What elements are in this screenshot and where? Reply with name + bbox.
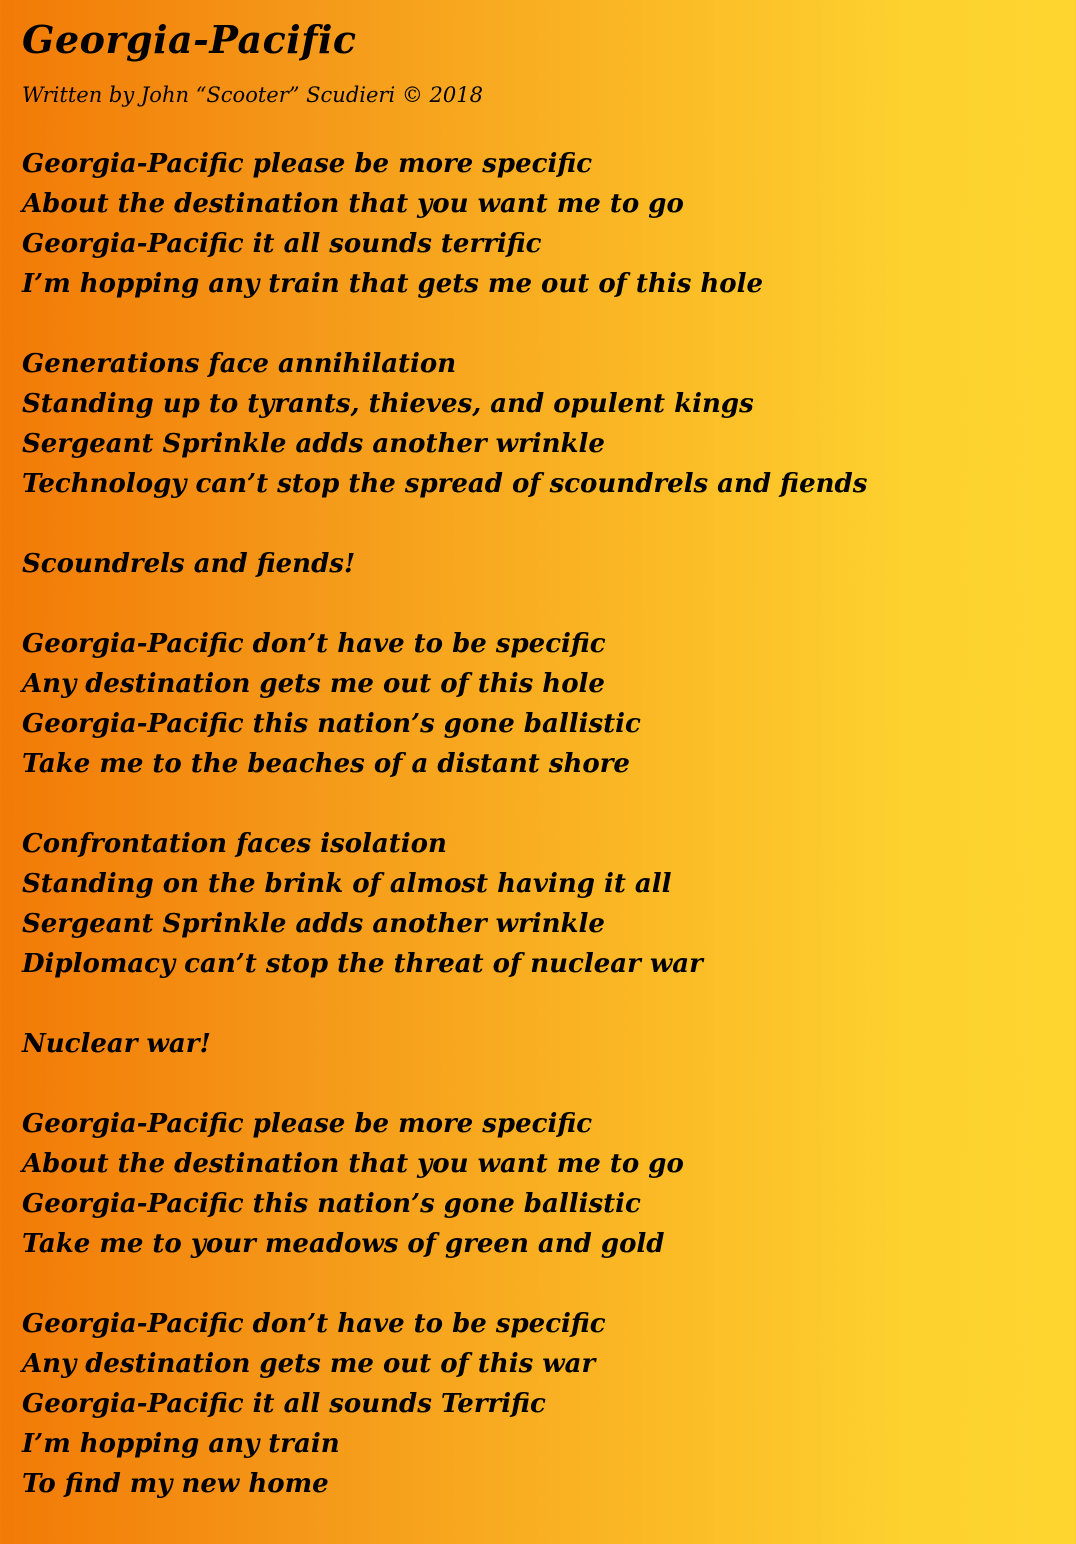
stanza-7 [22,1104,1056,1264]
stanza-6 [22,1024,1056,1064]
lyric-line: Georgia-Pacific it all sounds Terrific [22,1389,546,1419]
lyric-line: Generations face annihilation [22,349,457,379]
lyric-line: Confrontation faces isolation [22,829,447,859]
lyric-line: I’m hopping any train [22,1429,340,1459]
lyric-line: Any destination gets me out of this war [22,1349,596,1379]
lyric-line: Georgia-Pacific please be more specific [22,149,593,179]
lyric-line: About the destination that you want me to go [22,189,684,219]
lyric-line: Standing on the brink of almost having it all [22,869,672,899]
lyric-line: Sergeant Sprinkle adds another wrinkle [22,909,605,939]
lyric-line: Nuclear war! [22,1029,211,1059]
lyric-line: Georgia-Pacific please be more specific [22,1109,593,1139]
stanza-5 [22,824,1056,984]
stanza-4 [22,624,1056,784]
lyric-line: Georgia-Pacific this nation’s gone ballistic [22,709,641,739]
stanza-3 [22,544,1056,584]
stanza-8 [22,1304,1056,1504]
lyric-line: I’m hopping any train that gets me out of this hole [22,269,764,299]
stanza-2 [22,344,1056,504]
lyric-line: Georgia-Pacific don’t have to be specific [22,1309,606,1339]
lyric-line: Standing up to tyrants, thieves, and opulent kings [22,389,754,419]
lyric-line: Sergeant Sprinkle adds another wrinkle [22,429,605,459]
lyrics-sheet [22,14,1056,1544]
lyric-line: Scoundrels and fiends! [22,549,356,579]
songwriter-credit: Written by John “Scooter” Scudieri © 2018 [22,83,483,107]
stanza-1 [22,144,1056,304]
lyric-line: To find my new home [22,1469,329,1499]
lyric-line: Georgia-Pacific it all sounds terrific [22,229,542,259]
lyric-line: About the destination that you want me to go [22,1149,684,1179]
lyric-line: Georgia-Pacific don’t have to be specific [22,629,606,659]
song-title: Georgia-Pacific [22,17,357,62]
lyric-line: Take me to your meadows of green and gold [22,1229,665,1259]
lyric-line: Georgia-Pacific this nation’s gone ballistic [22,1189,641,1219]
lyric-line: Any destination gets me out of this hole [22,669,605,699]
lyric-line: Technology can’t stop the spread of scoundrels and fiends [22,469,868,499]
lyric-line: Take me to the beaches of a distant shore [22,749,630,779]
lyric-line: Diplomacy can’t stop the threat of nuclear war [22,949,703,979]
